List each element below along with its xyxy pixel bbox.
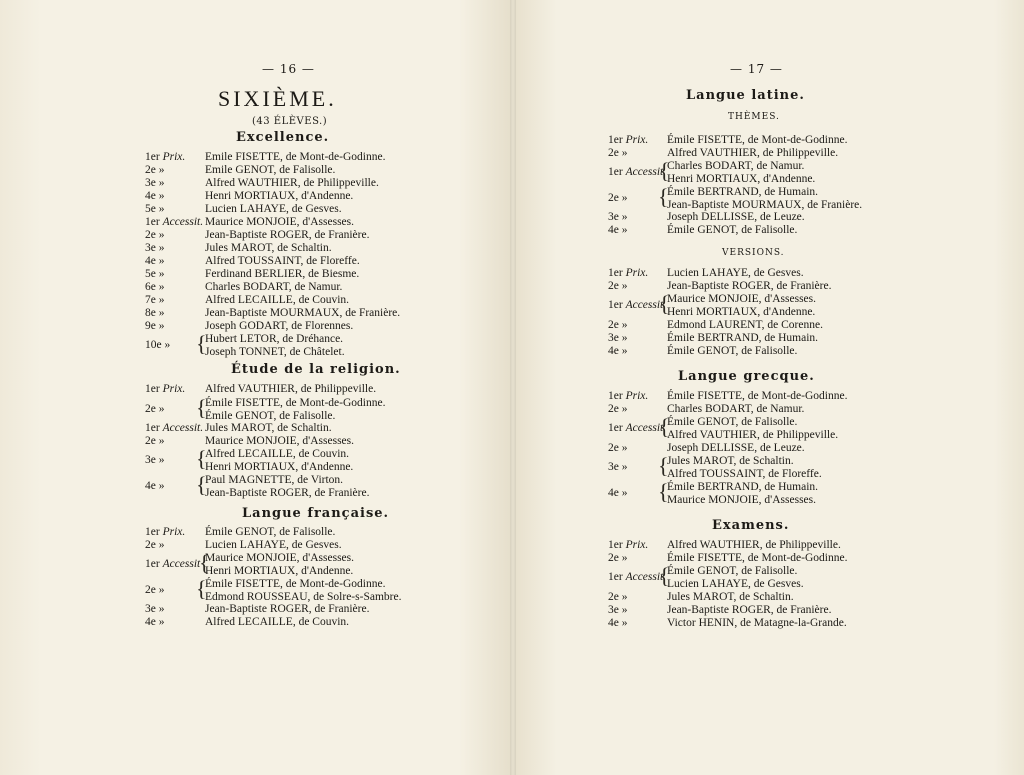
student-name: Joseph DELLISSE, de Leuze. (667, 211, 805, 223)
entry-ordinal: 2e (608, 591, 619, 603)
student-name: Henri MORTIAUX, d'Andenne. (205, 565, 354, 577)
entry-rank (608, 266, 648, 280)
student-name: Joseph GODART, de Florennes. (205, 320, 354, 332)
student-name: Émile FISETTE, de Mont-de-Godinne. (205, 397, 386, 409)
entry-label: » (621, 617, 628, 629)
entry-ordinal: 10e (145, 339, 162, 351)
student-name: Victor HENIN, de Matagne-la-Grande. (667, 617, 847, 629)
student-name: Henri MORTIAUX, d'Andenne. (205, 190, 354, 202)
entry-rank (608, 192, 627, 204)
student-name: Edmond LAURENT, de Corenne. (667, 319, 823, 331)
entry-ordinal: 1er (145, 558, 160, 570)
entry-ordinal: 4e (608, 487, 619, 499)
entry-rank (145, 267, 164, 281)
page-number-left: — 16 — (262, 62, 315, 76)
student-name: Paul MAGNETTE, de Virton. (205, 474, 344, 486)
entry-rank (608, 402, 627, 416)
entry-rank (145, 202, 164, 216)
entry-ordinal: 2e (145, 539, 156, 551)
student-name: Alfred VAUTHIER, de Philippeville. (667, 429, 839, 441)
section-heading-francaise: Langue française. (242, 506, 390, 521)
brace-mark: { (196, 331, 207, 356)
student-name: Lucien LAHAYE, de Gesves. (667, 578, 804, 590)
list-entry-rank (608, 570, 663, 584)
student-name: Maurice MONJOIE, d'Assesses. (205, 216, 354, 228)
list-entry-rank (608, 421, 663, 435)
entry-label: » (621, 319, 628, 331)
entry-label: » (621, 147, 628, 159)
entry-ordinal: 2e (145, 229, 156, 241)
student-name: Emile FISETTE, de Mont-de-Godinne. (205, 151, 386, 163)
entry-ordinal: 2e (608, 192, 619, 204)
student-name: Charles BODART, de Namur. (205, 281, 343, 293)
entry-rank (608, 318, 627, 332)
student-name: Lucien LAHAYE, de Gesves. (205, 203, 342, 215)
entry-rank (145, 525, 185, 539)
brace-mark: { (659, 291, 670, 316)
section-heading-religion: Étude de la religion. (231, 362, 401, 377)
entry-rank (608, 551, 627, 565)
entry-rank (608, 299, 663, 311)
right-page (516, 0, 1024, 775)
entry-rank (145, 454, 164, 466)
student-name: Émile GENOT, de Falisolle. (667, 224, 798, 236)
entry-ordinal: 2e (608, 147, 619, 159)
entry-rank (145, 602, 164, 616)
list-entry-rank (608, 165, 663, 179)
entry-ordinal: 3e (145, 242, 156, 254)
entry-rank (608, 461, 627, 473)
entry-label: » (158, 268, 165, 280)
entry-label: » (158, 190, 165, 202)
brace-mark: { (196, 395, 207, 420)
student-name: Émile GENOT, de Falisolle. (205, 526, 336, 538)
student-name: Maurice MONJOIE, d'Assesses. (205, 552, 354, 564)
list-entry-rank (145, 583, 164, 597)
student-name: Hubert LETOR, de Dréhance. (205, 333, 344, 345)
section-heading-excellence: Excellence. (236, 130, 330, 145)
entry-rank (608, 571, 663, 583)
brace-mark: { (196, 446, 207, 471)
student-name: Jules MAROT, de Schaltin. (205, 422, 332, 434)
entry-rank (145, 176, 164, 190)
entry-ordinal: 2e (608, 552, 619, 564)
entry-ordinal: 9e (145, 320, 156, 332)
entry-rank (608, 146, 627, 160)
entry-label: » (158, 203, 165, 215)
entry-ordinal: 2e (608, 442, 619, 454)
entry-label: » (621, 211, 628, 223)
entry-rank (608, 616, 627, 630)
entry-label: » (158, 164, 165, 176)
entry-label: Accessit (625, 166, 664, 178)
entry-label: » (158, 616, 165, 628)
entry-rank (145, 163, 164, 177)
entry-ordinal: 6e (145, 281, 156, 293)
entry-ordinal: 3e (608, 211, 619, 223)
entry-rank (608, 590, 627, 604)
section-heading-examens: Examens. (712, 518, 790, 533)
student-name: Alfred TOUSSAINT, de Floreffe. (667, 468, 822, 480)
student-name: Jean-Baptiste ROGER, de Franière. (205, 603, 370, 615)
entry-rank (145, 254, 164, 268)
student-name: Émile FISETTE, de Mont-de-Godinne. (205, 578, 386, 590)
entry-ordinal: 2e (145, 403, 156, 415)
list-entry-rank (608, 191, 627, 205)
entry-label: Prix. (625, 134, 649, 146)
brace-mark: { (658, 453, 669, 478)
student-name: Jules MAROT, de Schaltin. (205, 242, 332, 254)
entry-label: » (164, 339, 171, 351)
student-name: Henri MORTIAUX, d'Andenne. (667, 306, 816, 318)
class-title: SIXIÈME. (218, 86, 337, 111)
entry-label: Accessit. (162, 422, 204, 434)
entry-ordinal: 2e (145, 435, 156, 447)
entry-label: Accessit. (162, 216, 204, 228)
student-name: Jules MAROT, de Schaltin. (667, 591, 794, 603)
student-name: Alfred WAUTHIER, de Philippeville. (667, 539, 841, 551)
entry-rank (608, 389, 648, 403)
entry-label: Accessit (625, 571, 664, 583)
entry-ordinal: 1er (608, 299, 623, 311)
entry-label: » (158, 603, 165, 615)
entry-rank (608, 538, 648, 552)
student-name: Maurice MONJOIE, d'Assesses. (667, 494, 816, 506)
list-entry-rank (608, 486, 627, 500)
list-entry-rank (145, 402, 164, 416)
entry-label: » (158, 294, 165, 306)
student-name: Jules MAROT, de Schaltin. (667, 455, 794, 467)
entry-rank (145, 339, 170, 351)
entry-label: » (621, 487, 628, 499)
student-name: Émile GENOT, de Falisolle. (667, 565, 798, 577)
entry-label: » (621, 591, 628, 603)
entry-ordinal: 1er (608, 166, 623, 178)
entry-ordinal: 1er (608, 134, 623, 146)
entry-ordinal: 3e (145, 177, 156, 189)
entry-rank (145, 421, 203, 435)
student-name: Joseph DELLISSE, de Leuze. (667, 442, 805, 454)
entry-ordinal: 2e (608, 280, 619, 292)
list-entry-rank (145, 338, 170, 352)
student-name: Charles BODART, de Namur. (667, 160, 805, 172)
student-name: Jean-Baptiste ROGER, de Franière. (205, 487, 370, 499)
entry-label: » (158, 454, 165, 466)
student-name: Alfred VAUTHIER, de Philippeville. (205, 383, 377, 395)
student-name: Henri MORTIAUX, d'Andenne. (205, 461, 354, 473)
entry-rank (145, 480, 164, 492)
student-name: Émile FISETTE, de Mont-de-Godinne. (667, 134, 848, 146)
entry-ordinal: 3e (608, 604, 619, 616)
entry-rank (608, 166, 663, 178)
entry-ordinal: 4e (145, 190, 156, 202)
entry-ordinal: 1er (145, 216, 160, 228)
entry-ordinal: 1er (145, 383, 160, 395)
entry-ordinal: 1er (608, 267, 623, 279)
entry-ordinal: 1er (608, 571, 623, 583)
entry-label: » (158, 584, 165, 596)
entry-rank (145, 280, 164, 294)
page-number-right: — 17 — (730, 62, 783, 76)
entry-ordinal: 1er (145, 422, 160, 434)
brace-mark: { (196, 576, 207, 601)
entry-rank (145, 558, 200, 570)
entry-label: Prix. (625, 390, 649, 402)
entry-rank (608, 487, 627, 499)
entry-ordinal: 4e (608, 617, 619, 629)
brace-mark: { (196, 472, 207, 497)
student-name: Jean-Baptiste MOURMAUX, de Franière. (667, 199, 863, 211)
student-name: Jean-Baptiste MOURMAUX, de Franière. (205, 307, 401, 319)
student-name: Maurice MONJOIE, d'Assesses. (667, 293, 816, 305)
entry-rank (608, 422, 663, 434)
entry-ordinal: 2e (608, 319, 619, 331)
subsection-versions: VERSIONS. (722, 248, 785, 258)
entry-rank (145, 189, 164, 203)
entry-ordinal: 2e (145, 584, 156, 596)
student-name: Émile BERTRAND, de Humain. (667, 186, 819, 198)
entry-rank (608, 441, 627, 455)
entry-label: » (158, 403, 165, 415)
entry-rank (145, 615, 164, 629)
entry-rank (608, 223, 627, 237)
student-name: Émile GENOT, de Falisolle. (667, 345, 798, 357)
entry-rank (145, 306, 164, 320)
entry-label: » (621, 552, 628, 564)
entry-rank (608, 331, 627, 345)
entry-rank (145, 584, 164, 596)
student-name: Ferdinand BERLIER, de Biesme. (205, 268, 360, 280)
entry-label: » (621, 280, 628, 292)
entry-rank (145, 403, 164, 415)
student-name: Alfred VAUTHIER, de Philippeville. (667, 147, 839, 159)
student-name: Jean-Baptiste ROGER, de Franière. (205, 229, 370, 241)
student-name: Henri MORTIAUX, d'Andenne. (667, 173, 816, 185)
student-name: Charles BODART, de Namur. (667, 403, 805, 415)
entry-ordinal: 4e (145, 616, 156, 628)
left-page (0, 0, 510, 775)
entry-label: » (621, 192, 628, 204)
student-name: Maurice MONJOIE, d'Assesses. (205, 435, 354, 447)
entry-ordinal: 5e (145, 268, 156, 280)
entry-label: » (158, 307, 165, 319)
student-name: Alfred TOUSSAINT, de Floreffe. (205, 255, 360, 267)
entry-rank (608, 279, 627, 293)
entry-rank (608, 210, 627, 224)
list-entry-rank (608, 460, 627, 474)
entry-label: Accessit (625, 299, 664, 311)
entry-rank (145, 150, 185, 164)
entry-ordinal: 2e (608, 403, 619, 415)
entry-ordinal: 1er (608, 390, 623, 402)
list-entry-rank (145, 479, 164, 493)
entry-ordinal: 1er (145, 151, 160, 163)
entry-label: Accessit (162, 558, 201, 570)
brace-mark: { (659, 563, 670, 588)
student-name: Émile GENOT, de Falisolle. (205, 410, 336, 422)
entry-label: Accessit (625, 422, 664, 434)
entry-label: Prix. (162, 383, 186, 395)
list-entry-rank (145, 453, 164, 467)
entry-rank (145, 434, 164, 448)
student-name: Edmond ROUSSEAU, de Solre-s-Sambre. (205, 591, 402, 603)
entry-rank (145, 241, 164, 255)
entry-rank (608, 344, 627, 358)
student-name: Lucien LAHAYE, de Gesves. (667, 267, 804, 279)
entry-rank (145, 382, 185, 396)
entry-label: » (158, 255, 165, 267)
entry-ordinal: 3e (608, 332, 619, 344)
entry-ordinal: 1er (608, 539, 623, 551)
entry-label: » (621, 442, 628, 454)
list-entry-rank (608, 298, 663, 312)
entry-label: » (158, 281, 165, 293)
student-name: Alfred LECAILLE, de Couvin. (205, 448, 350, 460)
brace-mark: { (199, 550, 210, 575)
section-heading-latine: Langue latine. (686, 88, 805, 103)
student-name: Émile GENOT, de Falisolle. (667, 416, 798, 428)
entry-label: Prix. (162, 151, 186, 163)
student-name: Alfred LECAILLE, de Couvin. (205, 616, 350, 628)
student-name: Lucien LAHAYE, de Gesves. (205, 539, 342, 551)
entry-ordinal: 4e (145, 480, 156, 492)
entry-ordinal: 4e (608, 224, 619, 236)
entry-ordinal: 4e (145, 255, 156, 267)
entry-ordinal: 7e (145, 294, 156, 306)
brace-mark: { (658, 479, 669, 504)
entry-label: » (158, 435, 165, 447)
student-name: Alfred WAUTHIER, de Philippeville. (205, 177, 379, 189)
entry-rank (145, 319, 164, 333)
entry-label: » (621, 224, 628, 236)
entry-label: » (158, 539, 165, 551)
entry-label: » (621, 345, 628, 357)
class-subtitle: (43 ÉLÈVES.) (252, 116, 328, 127)
entry-ordinal: 5e (145, 203, 156, 215)
entry-label: » (158, 242, 165, 254)
brace-mark: { (659, 414, 670, 439)
entry-rank (145, 293, 164, 307)
section-heading-grecque: Langue grecque. (678, 369, 815, 384)
entry-rank (608, 133, 648, 147)
student-name: Émile FISETTE, de Mont-de-Godinne. (667, 552, 848, 564)
student-name: Émile BERTRAND, de Humain. (667, 332, 819, 344)
brace-mark: { (659, 158, 670, 183)
entry-label: Prix. (625, 539, 649, 551)
entry-label: Prix. (162, 526, 186, 538)
entry-ordinal: 3e (145, 454, 156, 466)
entry-ordinal: 2e (145, 164, 156, 176)
entry-ordinal: 4e (608, 345, 619, 357)
entry-label: » (621, 403, 628, 415)
student-name: Émile BERTRAND, de Humain. (667, 481, 819, 493)
student-name: Jean-Baptiste ROGER, de Franière. (667, 280, 832, 292)
student-name: Alfred LECAILLE, de Couvin. (205, 294, 350, 306)
student-name: Émile FISETTE, de Mont-de-Godinne. (667, 390, 848, 402)
brace-mark: { (658, 184, 669, 209)
list-entry-rank (145, 557, 200, 571)
entry-rank (145, 228, 164, 242)
student-name: Emile GENOT, de Falisolle. (205, 164, 336, 176)
student-name: Joseph TONNET, de Châtelet. (205, 346, 345, 358)
entry-label: » (158, 177, 165, 189)
subsection-themes: THÈMES. (728, 112, 780, 122)
student-name: Jean-Baptiste ROGER, de Franière. (667, 604, 832, 616)
entry-label: » (621, 332, 628, 344)
entry-label: Prix. (625, 267, 649, 279)
entry-ordinal: 3e (145, 603, 156, 615)
entry-ordinal: 8e (145, 307, 156, 319)
entry-label: » (621, 604, 628, 616)
entry-label: » (158, 229, 165, 241)
entry-ordinal: 1er (145, 526, 160, 538)
entry-rank (608, 603, 627, 617)
entry-ordinal: 3e (608, 461, 619, 473)
entry-ordinal: 1er (608, 422, 623, 434)
entry-rank (145, 538, 164, 552)
entry-label: » (158, 480, 165, 492)
entry-label: » (158, 320, 165, 332)
entry-rank (145, 215, 203, 229)
entry-label: » (621, 461, 628, 473)
